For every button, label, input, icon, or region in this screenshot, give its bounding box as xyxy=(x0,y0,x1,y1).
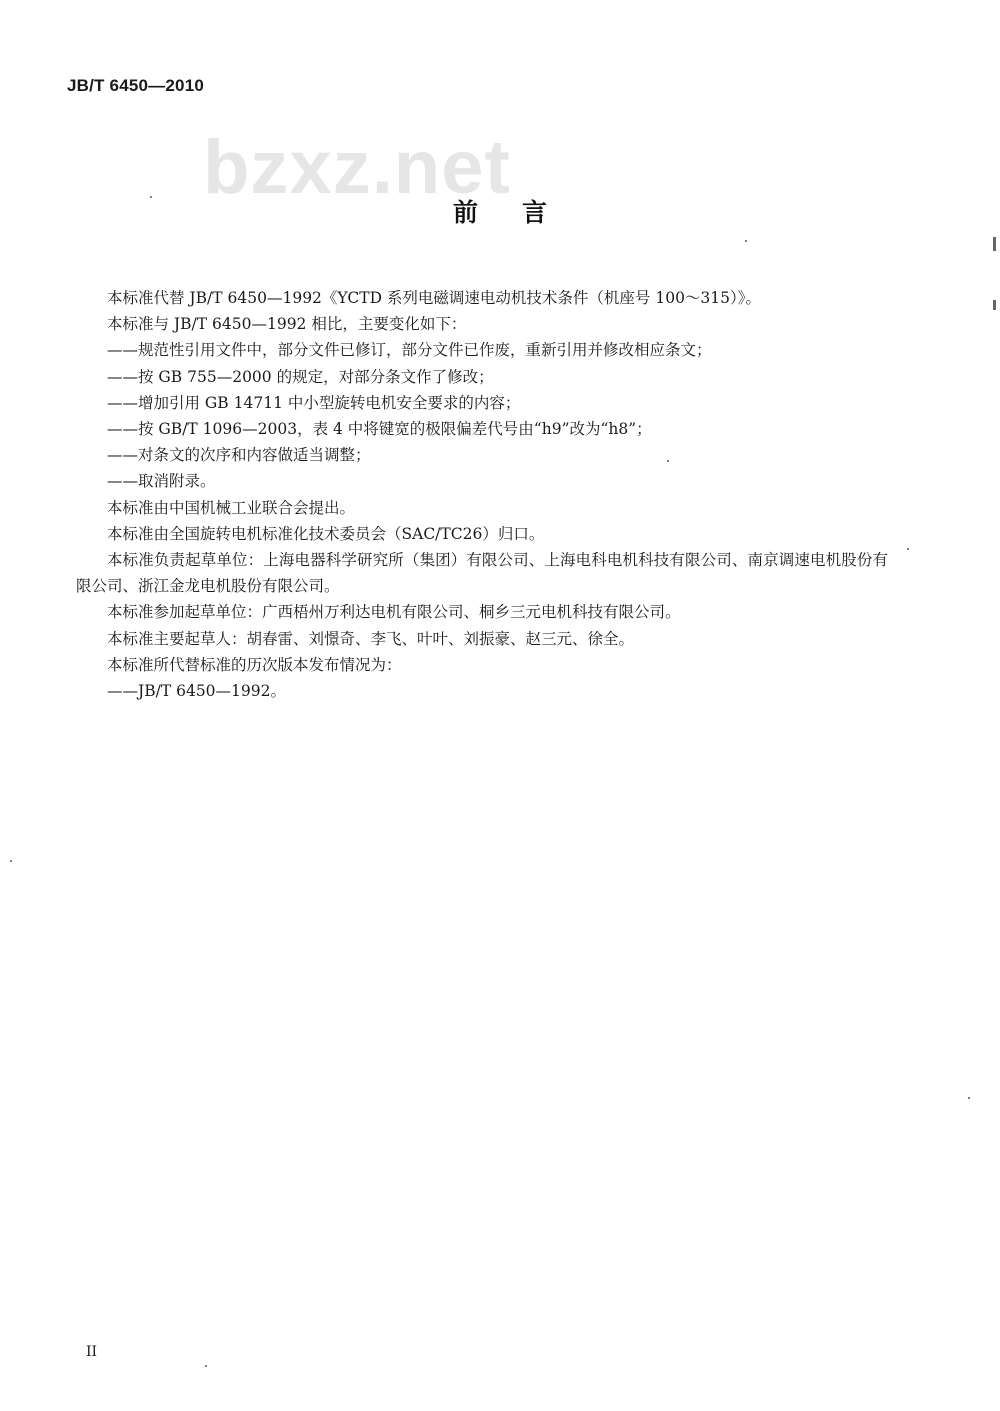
paragraph-proposed-by: 本标准由中国机械工业联合会提出。 xyxy=(107,498,356,517)
paragraph-history-intro: 本标准所代替标准的历次版本发布情况为： xyxy=(107,655,402,674)
paragraph-changes-intro: 本标准与 JB/T 6450—1992 相比，主要变化如下： xyxy=(107,315,467,334)
list-item-history: ——JB/T 6450—1992。 xyxy=(107,682,286,701)
watermark-text: bzxz.net xyxy=(203,125,511,210)
paragraph-drafting-units: 本标准负责起草单位：上海电器科学研究所（集团）有限公司、上海电科电机科技有限公司、南京调速电机股份有限公司、浙江金龙电机股份有限公司。 xyxy=(76,551,888,596)
scan-speck xyxy=(205,1365,207,1367)
scan-speck xyxy=(968,1097,970,1099)
page-number: II xyxy=(86,1344,98,1360)
document-code: JB/T 6450—2010 xyxy=(67,76,204,95)
scan-edge-mark xyxy=(993,237,996,251)
list-item-change: ——按 GB/T 1096—2003，表 4 中将键宽的极限偏差代号由“h9”改为“h8”； xyxy=(107,420,652,439)
scan-speck xyxy=(745,240,747,242)
list-item-change: ——对条文的次序和内容做适当调整； xyxy=(107,446,371,465)
list-item-change: ——按 GB 755—2000 的规定，对部分条文作了修改； xyxy=(107,367,494,386)
scan-speck xyxy=(667,460,669,462)
paragraph-drafters: 本标准主要起草人：胡春雷、刘憬奇、李飞、叶叶、刘振豪、赵三元、徐全。 xyxy=(107,629,635,648)
scan-speck xyxy=(10,860,12,862)
scan-edge-mark xyxy=(993,300,996,310)
paragraph-managed-by: 本标准由全国旋转电机标准化技术委员会（SAC/TC26）归口。 xyxy=(107,524,545,543)
scan-speck xyxy=(907,548,909,550)
scan-speck xyxy=(150,196,152,198)
foreword-body xyxy=(76,285,888,704)
paragraph-participating-units: 本标准参加起草单位：广西梧州万利达电机有限公司、桐乡三元电机科技有限公司。 xyxy=(107,603,681,622)
page-title: 前言 xyxy=(452,198,591,227)
list-item-change: ——取消附录。 xyxy=(107,472,216,491)
list-item-change: ——增加引用 GB 14711 中小型旋转电机安全要求的内容； xyxy=(107,393,521,412)
list-item-change: ——规范性引用文件中，部分文件已修订，部分文件已作废，重新引用并修改相应条文； xyxy=(107,341,712,360)
paragraph-replaces: 本标准代替 JB/T 6450—1992《YCTD 系列电磁调速电动机技术条件（机座号 100～315）》。 xyxy=(107,289,762,307)
